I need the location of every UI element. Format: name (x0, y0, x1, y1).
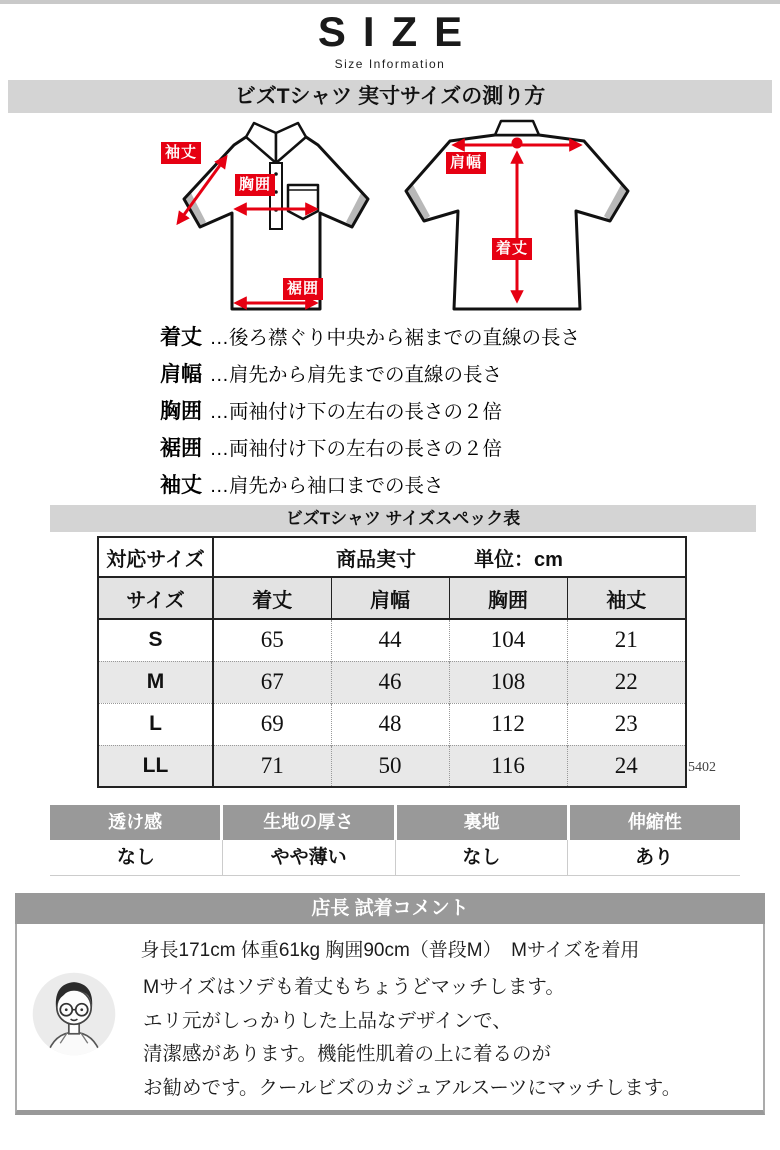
definition-term: 袖丈 (160, 474, 202, 497)
chest-width-label: 胸囲 (235, 174, 275, 196)
shoulder-width-label: 肩幅 (446, 152, 486, 174)
definition-row (160, 436, 720, 473)
spec-col-header: 胸囲 (449, 577, 567, 619)
spec-size-cell: M (98, 661, 213, 703)
spec-row-s (98, 619, 686, 661)
spec-value-cell: 104 (449, 619, 567, 661)
spec-size-cell: L (98, 703, 213, 745)
spec-span-header-label: 商品実寸 (336, 548, 417, 571)
attr-header-cell: 透け感 (50, 805, 223, 840)
spec-value-cell: 22 (567, 661, 686, 703)
attr-header-cell: 裏地 (397, 805, 570, 840)
model-info-line: 身長171cm 体重61kg 胸囲90cm（普段M） Mサイズを着用 (140, 940, 640, 961)
hem-width-label: 裾囲 (283, 278, 323, 300)
spec-row-l (98, 703, 686, 745)
fitting-comment-box (15, 924, 765, 1115)
definition-term: 裾囲 (160, 437, 202, 460)
style-number-note: 5402 (688, 760, 716, 775)
spec-col-header: サイズ (98, 577, 213, 619)
spec-value-cell: 67 (213, 661, 331, 703)
attr-value-cell: やや薄い (223, 840, 396, 876)
size-spec-table (97, 536, 687, 788)
spec-span-header (213, 537, 686, 577)
definition-row (160, 362, 720, 399)
attr-header-cell: 伸縮性 (570, 805, 740, 840)
definition-row (160, 399, 720, 436)
spec-row-ll (98, 745, 686, 787)
spec-size-cell: S (98, 619, 213, 661)
definition-row (160, 325, 720, 362)
spec-col-header: 袖丈 (567, 577, 686, 619)
spec-value-cell: 71 (213, 745, 331, 787)
definition-desc: …肩先から肩先までの直線の長さ (209, 364, 502, 386)
definition-term: 肩幅 (160, 363, 202, 386)
back-shirt-diagram (392, 113, 642, 318)
spec-table-heading: ビズTシャツ サイズスペック表 (50, 505, 756, 532)
spec-value-cell: 65 (213, 619, 331, 661)
spec-size-cell: LL (98, 745, 213, 787)
definition-desc: …両袖付け下の左右の長さの２倍 (209, 438, 502, 460)
definition-desc: …両袖付け下の左右の長さの２倍 (209, 401, 502, 423)
shirt-measure-diagram (0, 113, 780, 320)
definition-desc: …肩先から袖口までの長さ (209, 475, 444, 497)
definition-desc: …後ろ襟ぐり中央から裾までの直線の長さ (209, 327, 580, 349)
definition-term: 着丈 (160, 326, 202, 349)
fabric-attributes-table (50, 805, 740, 876)
spec-col-header: 肩幅 (331, 577, 449, 619)
comment-line: Mサイズはソデも着丈もちょうどマッチします。 (143, 976, 565, 998)
spec-value-cell: 50 (331, 745, 449, 787)
spec-value-cell: 108 (449, 661, 567, 703)
definition-term: 胸囲 (160, 400, 202, 423)
spec-value-cell: 21 (567, 619, 686, 661)
attr-value-cell: なし (396, 840, 569, 876)
spec-columns-row (98, 577, 686, 619)
spec-value-cell: 44 (331, 619, 449, 661)
spec-value-cell: 48 (331, 703, 449, 745)
measure-guide-heading: ビズTシャツ 実寸サイズの測り方 (8, 80, 772, 113)
attr-value-cell: あり (568, 840, 740, 876)
attr-header-cell: 生地の厚さ (223, 805, 396, 840)
spec-corner-header: 対応サイズ (98, 537, 213, 577)
spec-value-cell: 112 (449, 703, 567, 745)
attr-value-cell: なし (50, 840, 223, 876)
page-title: SIZE (317, 8, 480, 55)
spec-header-row (98, 537, 686, 577)
spec-col-header: 着丈 (213, 577, 331, 619)
fitting-comment-heading: 店長 試着コメント (15, 893, 765, 924)
attr-value-row (50, 840, 740, 876)
attr-header-row (50, 805, 740, 840)
spec-value-cell: 46 (331, 661, 449, 703)
spec-value-cell: 116 (449, 745, 567, 787)
body-length-label: 着丈 (492, 238, 532, 260)
sleeve-length-label: 袖丈 (161, 142, 201, 164)
spec-value-cell: 23 (567, 703, 686, 745)
top-divider (0, 0, 780, 4)
spec-value-cell: 24 (567, 745, 686, 787)
comment-line: エリ元がしっかりした上品なデザインで、 (143, 1009, 512, 1032)
spec-unit-label: 単位：cm (474, 548, 563, 571)
spec-value-cell: 69 (213, 703, 331, 745)
spec-row-m (98, 661, 686, 703)
page-subtitle: Size Information (334, 57, 446, 71)
store-manager-avatar (31, 971, 117, 1057)
comment-line: 清潔感があります。機能性肌着の上に着るのが (143, 1043, 551, 1065)
measure-definitions (160, 325, 720, 510)
comment-line: お勧めです。クールビズのカジュアルスーツにマッチします。 (143, 1076, 682, 1099)
comment-text (143, 971, 681, 1105)
